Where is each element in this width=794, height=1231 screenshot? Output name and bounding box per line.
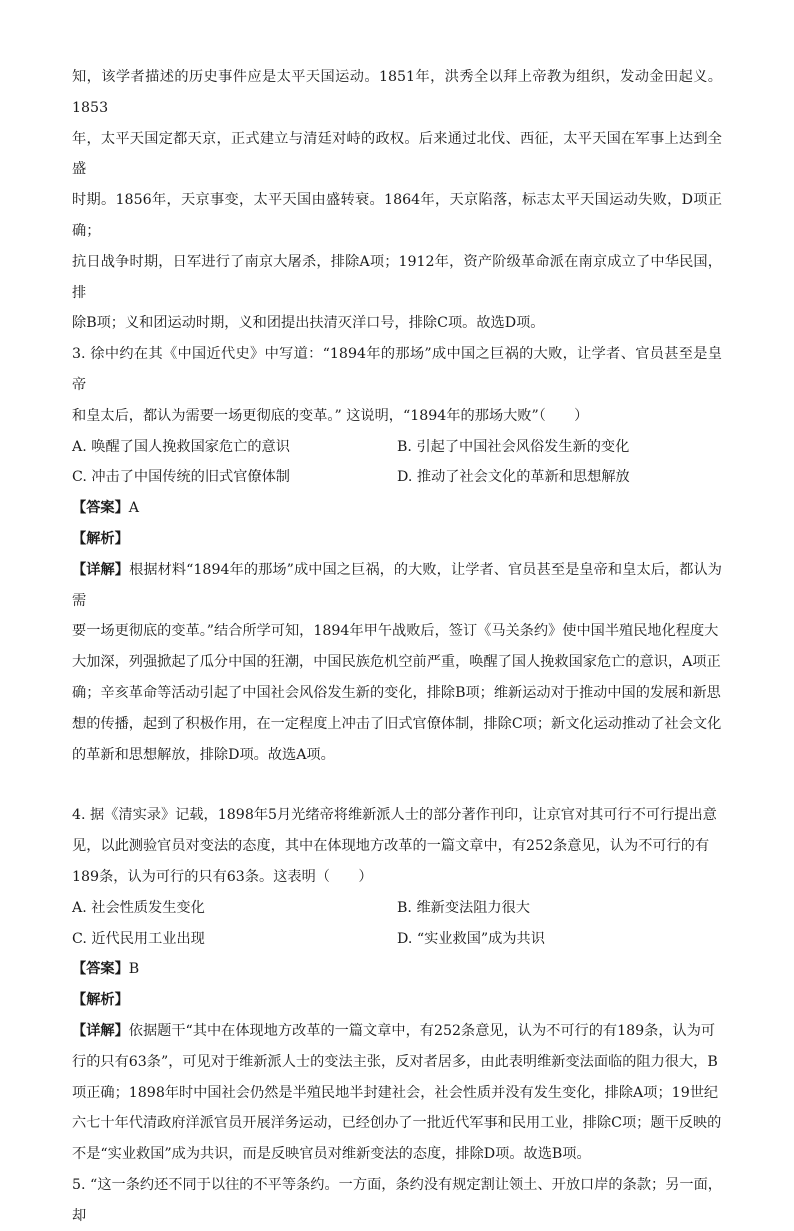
detail-line: 的革新和思想解放，排除D项。故选A项。 xyxy=(72,746,335,763)
text-line: 抗日战争时期，日军进行了南京大屠杀，排除A项；1912年，资产阶级革命派在南京成立了中华民国，排 xyxy=(72,253,722,301)
option-c: C. 近代民用工业出现 xyxy=(72,930,205,947)
detail-line: 要一场更彻底的变革。”结合所学可知，1894年甲午战败后，签订《马关条约》使中国半殖民地化程度大 xyxy=(72,623,719,640)
detail-line: 项正确；1898年时中国社会仍然是半殖民地半封建社会，社会性质并没有发生变化，排除A项；19世纪 xyxy=(72,1084,719,1101)
option-a: A. 社会性质发生变化 xyxy=(72,899,205,916)
previous-answer-continuation xyxy=(72,62,722,339)
option-c: C. 冲击了中国传统的旧式官僚体制 xyxy=(72,469,290,486)
document-page xyxy=(72,62,722,1231)
options-row xyxy=(72,924,722,955)
detail-text: 根据材料“1894年的那场”成中国之巨祸，的大败，让学者、官员甚至是皇帝和皇太后，都认为需 xyxy=(72,561,722,609)
text-line: 年，太平天国定都天京，正式建立与清廷对峙的政权。后来通过北伐、西征，太平天国在军事上达到全盛 xyxy=(72,130,722,178)
detail-text: 依据题干“其中在体现地方改革的一篇文章中，有252条意见，认为不可行的有189条，认为可 xyxy=(128,1022,716,1039)
text-line: 除B项；义和团运动时期，义和团提出扶清灭洋口号，排除C项。故选D项。 xyxy=(72,315,545,332)
question-stem-line: 见，以此测验官员对变法的态度，其中在体现地方改革的一篇文章中，有252条意见，认为不可行的有 xyxy=(72,838,710,855)
option-b: B. 维新变法阻力很大 xyxy=(397,899,530,916)
question-stem-line: 和皇太后，都认为需要一场更彻底的变革。” 这说明，“1894年的那场大败”（ ） xyxy=(72,407,589,424)
option-a: A. 唤醒了国人挽救国家危亡的意识 xyxy=(72,438,290,455)
analysis-line xyxy=(72,524,722,555)
question-stem-line: 189条，认为可行的只有63条。这表明（ ） xyxy=(72,868,373,885)
detail-tag: 【详解】 xyxy=(72,1022,129,1039)
question-5 xyxy=(72,1170,722,1231)
detail-line: 六七十年代清政府洋派官员开展洋务运动，已经创办了一批近代军事和民用工业，排除C项；题干反映的 xyxy=(72,1115,722,1132)
detail-tag: 【详解】 xyxy=(72,561,130,578)
options-row xyxy=(72,462,722,493)
text-line: 知，该学者描述的历史事件应是太平天国运动。1851年，洪秀全以拜上帝教为组织，发动金田起义。1853 xyxy=(72,69,722,116)
detail-line xyxy=(72,555,722,617)
option-b: B. 引起了中国社会风俗发生新的变化 xyxy=(397,438,630,455)
answer-line xyxy=(72,954,722,985)
analysis-tag: 【解析】 xyxy=(72,530,129,547)
detail-line: 想的传播，起到了积极作用，在一定程度上冲击了旧式官僚体制，排除C项；新文化运动推动了社会文化 xyxy=(72,715,722,732)
answer-tag: 【答案】 xyxy=(72,500,129,517)
question-stem-line: 3. 徐中约在其《中国近代史》中写道：“1894年的那场”成中国之巨祸的大败，让学者、官员甚至是皇帝 xyxy=(72,346,722,393)
options-row xyxy=(72,893,722,924)
question-3 xyxy=(72,339,722,770)
detail-line xyxy=(72,1016,722,1047)
answer-value: A xyxy=(128,500,140,517)
options-row xyxy=(72,432,722,463)
question-stem-line: 4. 据《清实录》记载，1898年5月光绪帝将维新派人士的部分著作刊印，让京官对其可行不可行提出意 xyxy=(72,807,717,824)
answer-tag: 【答案】 xyxy=(72,961,129,978)
detail-line: 确；辛亥革命等活动引起了中国社会风俗发生新的变化，排除B项；维新运动对于推动中国的发展和新思 xyxy=(72,684,721,701)
answer-line xyxy=(72,493,722,524)
text-line: 时期。1856年，天京事变，太平天国由盛转衰。1864年，天京陷落，标志太平天国运动失败，D项正确； xyxy=(72,192,722,239)
detail-line: 不是“实业救国”成为共识，而是反映官员对维新变法的态度，排除D项。故选B项。 xyxy=(72,1146,591,1163)
analysis-line xyxy=(72,985,722,1016)
answer-value: B xyxy=(128,961,140,978)
question-stem-line: 5. “这一条约还不同于以往的不平等条约。一方面，条约没有规定割让领土、开放口岸的条款；另一面，却 xyxy=(72,1176,722,1224)
question-4 xyxy=(72,800,722,1170)
analysis-tag: 【解析】 xyxy=(72,992,129,1009)
detail-line: 大加深，列强掀起了瓜分中国的狂潮，中国民族危机空前严重，唤醒了国人挽救国家危亡的意识，A项正 xyxy=(72,654,721,671)
option-d: D. “实业救国”成为共识 xyxy=(397,930,545,947)
option-d: D. 推动了社会文化的革新和思想解放 xyxy=(397,469,630,486)
spacer xyxy=(72,770,722,800)
detail-line: 行的只有63条”，可见对于维新派人士的变法主张，反对者居多，由此表明维新变法面临的阻力很大，B xyxy=(72,1053,718,1070)
